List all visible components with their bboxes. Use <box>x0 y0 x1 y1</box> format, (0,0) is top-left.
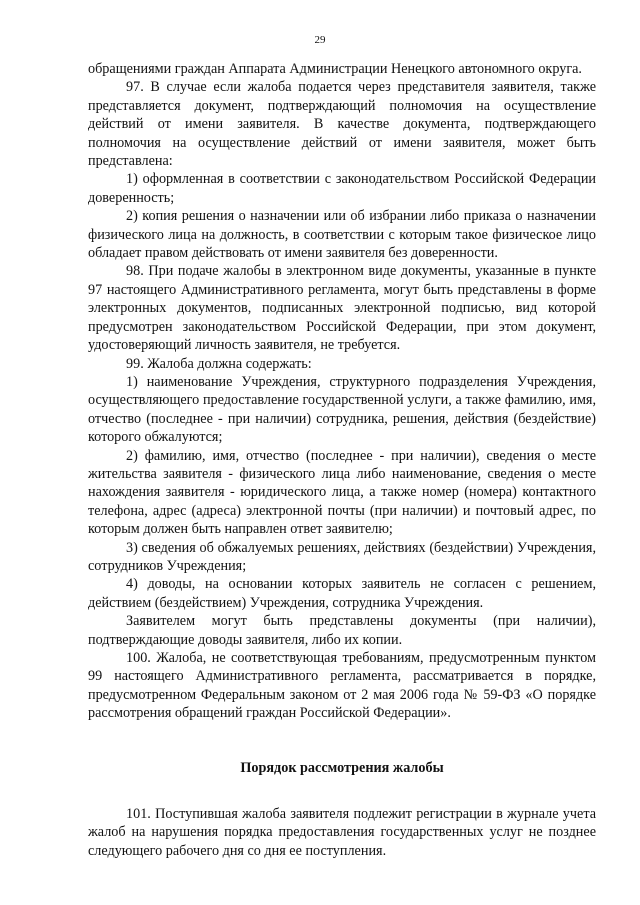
paragraph-99-item-3: 3) сведения об обжалуемых решениях, действиях (бездействии) Учреждения, сотрудников Учреждения; <box>88 539 596 574</box>
paragraph-99: 99. Жалоба должна содержать: <box>126 355 312 372</box>
paragraph-99-note: Заявителем могут быть представлены документы (при наличии), подтверждающие доводы заявителя, либо их копии. <box>88 613 596 648</box>
paragraph-99-item-4: 4) доводы, на основании которых заявитель не согласен с решением, действием (бездействием) Учреждения, сотрудника Учреждения. <box>88 576 596 611</box>
paragraph-101: 101. Поступившая жалоба заявителя подлежит регистрации в журнале учета жалоб на нарушения порядка предоставления государственных услуг не позднее следующего рабочего дня со дня ее поступления. <box>88 806 596 859</box>
paragraph-97-item-1: 1) оформленная в соответствии с законодательством Российской Федерации доверенность; <box>88 171 596 206</box>
paragraph-99-item-2: 2) фамилию, имя, отчество (последнее - при наличии), сведения о месте жительства заявителя - физического лица либо наименование, сведения о месте нахождения заявителя - юридического лица, а также номер (номера) контактного телефона, адрес (адреса) электронной почты (при наличии) и почтовый адрес, по которым должен быть направлен ответ заявителю; <box>88 447 596 538</box>
paragraph-100: 100. Жалоба, не соответствующая требованиям, предусмотренным пунктом 99 настоящего Административного регламента, рассматривается в порядке, предусмотренном Федеральным законом от 2 мая 2006 года № 59-ФЗ «О порядке рассмотрения обращений граждан Российской Федерации». <box>88 650 596 722</box>
paragraph-99-item-1: 1) наименование Учреждения, структурного подразделения Учреждения, осуществляющего предоставление государственной услуги, а также фамилию, имя, отчество (последнее - при наличии) сотрудника, решения, действия (бездействие) которого обжалуются; <box>88 373 596 446</box>
document-body <box>88 60 596 860</box>
paragraph-97: 97. В случае если жалоба подается через представителя заявителя, также представляется документ, подтверждающий полномочия на осуществление действий от имени заявителя. В качестве документа, подтверждающего полномочия на осуществление действий от имени заявителя, может быть представлена: <box>88 79 596 170</box>
page-number: 29 <box>314 34 326 46</box>
paragraph-97-item-2: 2) копия решения о назначении или об избрании либо приказа о назначении физического лица на должность, в соответствии с которым такое физическое лицо обладает правом действовать от имени заявителя без доверенности. <box>88 208 596 262</box>
paragraph-continuation: обращениями граждан Аппарата Администрации Ненецкого автономного округа. <box>88 61 582 77</box>
paragraph-98: 98. При подаче жалобы в электронном виде документы, указанные в пункте 97 настоящего Административного регламента, могут быть представлены в форме электронных документов, подписанных электронной подписью, вид которой предусмотрен законодательством Российской Федерации, при этом документ, удостоверяющий личность заявителя, не требуется. <box>88 263 596 354</box>
section-heading: Порядок рассмотрения жалобы <box>240 759 444 776</box>
